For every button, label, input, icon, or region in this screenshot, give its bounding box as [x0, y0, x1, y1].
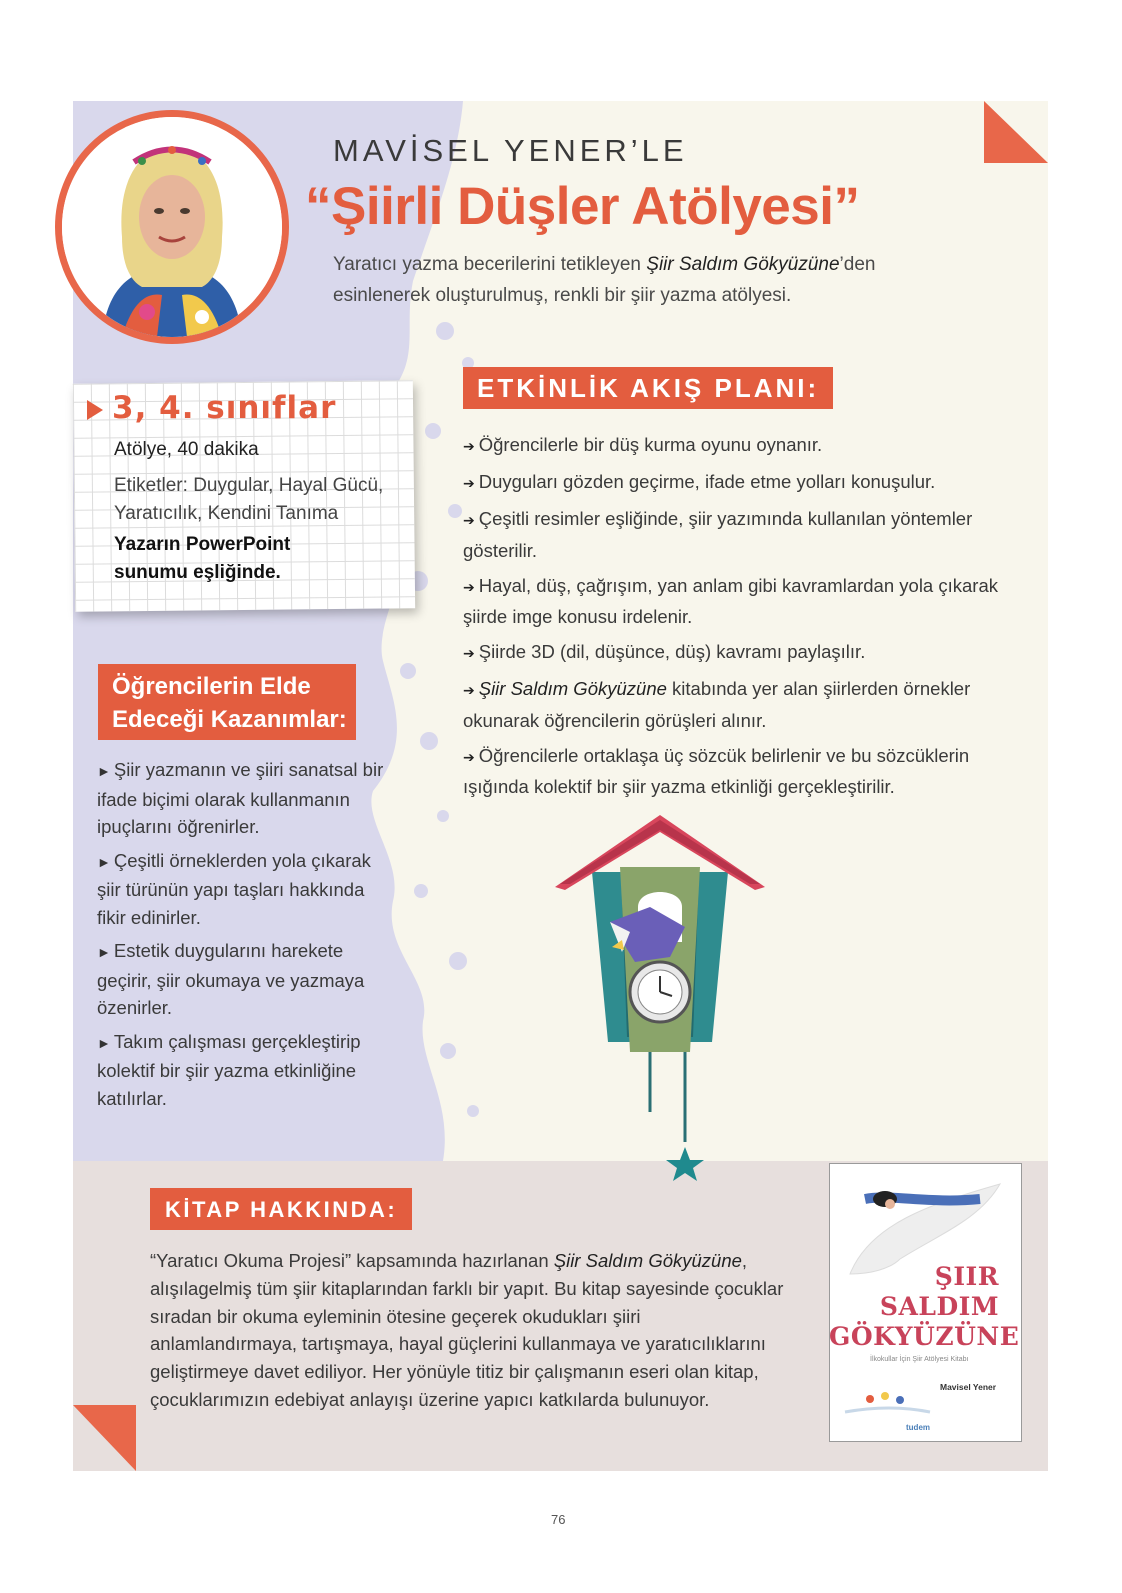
book-title-italic: Şiir Saldım Gökyüzüne [553, 1250, 742, 1271]
list-item: ➔ Duyguları gözden geçirme, ifade etme yolları konuşulur. [463, 471, 936, 492]
list-item: ➔ Çeşitli resimler eşliğinde, şiir yazımında kullanılan yöntemler gösterilir. [463, 508, 973, 561]
activity-plan-heading: ETKİNLİK AKIŞ PLANI: [463, 367, 833, 409]
book-title-italic: Şiir Saldım Gökyüzüne [646, 254, 840, 275]
corner-fold-top-right [984, 101, 1048, 163]
list-item: ➔ Şiir Saldım Gökyüzüne kitabında yer alan şiirlerden örnekler okunarak öğrencilerin görüşleri alınır. [463, 678, 971, 731]
triangle-bullet-icon: ► [97, 763, 111, 779]
list-item: ► Çeşitli örneklerden yola çıkarak şiir türünün yapı taşları hakkında fikir edinirler. [97, 849, 371, 928]
arrow-right-icon: ➔ [463, 578, 475, 595]
list-item: ► Takım çalışması gerçekleştirip kolektif bir şiir yazma etkinliğine katılırlar. [97, 1030, 361, 1109]
grade-title: 3, 4. sınıflar [112, 390, 337, 426]
arrow-right-icon: ➔ [463, 645, 475, 661]
book-cover-title: ŞIIR SALDIM GÖKYÜZÜNE [829, 1262, 1020, 1351]
header-kicker: MAVİSEL YENER’LE [333, 133, 688, 168]
author-portrait [55, 110, 289, 344]
triangle-bullet-icon: ► [97, 944, 111, 960]
workshop-tags: Etiketler: Duygular, Hayal Gücü, Yaratıcılık, Kendini Tanıma [114, 475, 384, 524]
corner-fold-bottom-left [73, 1405, 136, 1471]
book-title-italic: Şiir Saldım Gökyüzüne [478, 678, 667, 699]
book-cover-publisher: tudem [906, 1423, 930, 1432]
cuckoo-clock-illustration [550, 812, 770, 1182]
list-item: ► Estetik duygularını harekete geçirir, şiir okumaya ve yazmaya özenirler. [97, 940, 365, 1018]
arrow-right-icon: ➔ [463, 475, 475, 491]
activity-plan-list [463, 430, 1023, 807]
arrow-right-icon: ➔ [463, 748, 475, 765]
gains-list [97, 756, 397, 1118]
gains-heading: Öğrencilerin Elde Edeceği Kazanımlar: [98, 664, 356, 740]
arrow-right-icon: ➔ [463, 512, 475, 528]
book-cover-author: Mavisel Yener [940, 1382, 997, 1392]
about-book-paragraph: “Yaratıcı Okuma Projesi” kapsamında hazırlanan Şiir Saldım Gökyüzüne, alışılagelmiş tüm şiir kitaplarından farklı bir yapıt. Bu kitap sayesinde çocuklar sıradan bir okuma eyleminin ötesine geçerek okudukları şiiri anlamlandırmaya, tartışmaya, hayal güçlerini kullanmaya ve yaratıcılıklarını geliştirmeye davet ediliyor. Her yönüyle titiz bir çalışmanın eseri olan kitap, çocuklarımızın edebiyat anlayışı üzerine yapıcı katkılarda bulunuyor. [150, 1250, 784, 1410]
page-number: 76 [551, 1512, 566, 1527]
list-item: ➔ Öğrencilerle ortaklaşa üç sözcük belirlenir ve bu sözcüklerin ışığında kolektif bir şiir yazma etkinliği gerçekleştirilir. [463, 744, 970, 797]
page-title: “Şiirli Düşler Atölyesi” [305, 177, 860, 236]
arrow-right-icon: ➔ [463, 438, 475, 454]
workshop-duration: Atölye, 40 dakika [114, 439, 259, 460]
workshop-note: Yazarın PowerPoint sunumu eşliğinde. [114, 534, 291, 583]
list-item: ➔ Hayal, düş, çağrışım, yan anlam gibi kavramlardan yola çıkarak şiirde imge konusu irdelenir. [463, 574, 998, 627]
list-item: ➔ Şiirde 3D (dil, düşünce, düş) kavramı paylaşılır. [463, 641, 866, 662]
arrow-right-icon: ➔ [463, 682, 475, 698]
book-cover-subtitle: İlkokullar İçin Şiir Atölyesi Kitabı [870, 1356, 969, 1363]
list-item: ➔ Öğrencilerle bir düş kurma oyunu oynanır. [463, 434, 823, 455]
triangle-bullet-icon: ► [97, 853, 111, 870]
triangle-bullet-icon: ► [97, 1034, 111, 1051]
about-book-heading: KİTAP HAKKINDA: [150, 1188, 412, 1230]
list-item: ► Şiir yazmanın ve şiiri sanatsal bir ifade biçimi olarak kullanmanın ipuçlarını öğrenirler. [97, 759, 384, 837]
play-arrow-icon [87, 400, 103, 420]
intro-paragraph: Yaratıcı yazma becerilerini tetikleyen Şiir Saldım Gökyüzüne’den esinlenerek oluşturulmuş, renkli bir şiir yazma atölyesi. [333, 254, 876, 306]
